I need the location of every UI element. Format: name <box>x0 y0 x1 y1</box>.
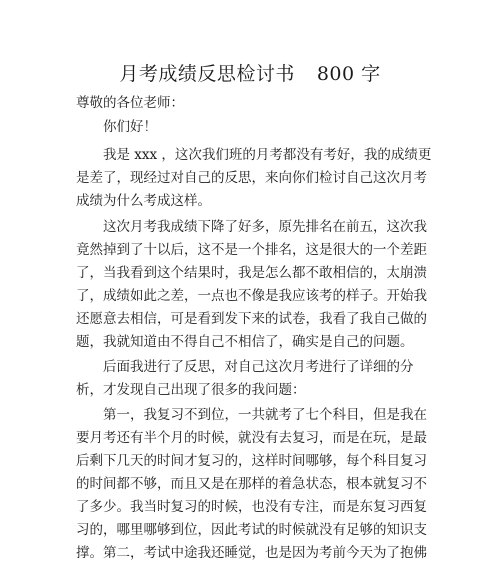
paragraph-line: 还愿意去相信，可是看到发下来的试卷，我看了我自己做的 <box>76 311 427 327</box>
paragraph-line: 析，才发现自己出现了很多的我问题： <box>76 382 306 398</box>
paragraph-line: 后剩下几天的时间才复习的，这样时间哪够，每个科目复习 <box>76 453 427 469</box>
paragraph-line: 撑。第二，考试中途我还睡觉，也是因为考前今天为了抱佛 <box>76 545 427 561</box>
title-word-count: 800 字 <box>316 63 381 85</box>
paragraph-line: 的时间都不够，而且又是在那样的着急状态，根本就复习不 <box>76 476 427 492</box>
document-title <box>0 62 500 86</box>
paragraph-line: 了，当我看到这个结果时，我是怎么都不敢相信的，太崩溃 <box>76 265 427 281</box>
paragraph-line: 成绩为什么考成这样。 <box>76 193 211 209</box>
title-main: 月考成绩反思检讨书 <box>119 63 295 85</box>
paragraph-line: 了多少。我当时复习的时候，也没有专注，而是东复习西复 <box>76 499 427 515</box>
paragraph-line: 这次月考我成绩下降了好多，原先排名在前五，这次我 <box>103 219 427 235</box>
paragraph-line: 了，成绩如此之差，一点也不像是我应该考的样子。开始我 <box>76 288 427 304</box>
paragraph-line: 竟然掉到了十以后，这不是一个排名，这是很大的一个差距 <box>76 242 427 258</box>
paragraph-line: 要月考还有半个月的时候，就没有去复习，而是在玩，是最 <box>76 430 427 446</box>
paragraph-line: 我是 xxx ，这次我们班的月考都没有考好，我的成绩更 <box>103 147 432 163</box>
paragraph-line: 习的，哪里哪够到位，因此考试的时候就没有足够的知识支 <box>76 522 427 538</box>
paragraph-line: 是差了，现经过对自己的反思，来向你们检讨自己这次月考 <box>76 170 427 186</box>
greeting: 你们好！ <box>103 119 157 135</box>
paragraph-line: 第一，我复习不到位，一共就考了七个科目，但是我在 <box>103 407 427 423</box>
paragraph-line: 题，我就知道由不得自己不相信了，确实是自己的问题。 <box>76 334 414 350</box>
paragraph-line: 后面我进行了反思，对自己这次月考进行了详细的分 <box>103 359 414 375</box>
salutation: 尊敬的各位老师： <box>76 95 184 111</box>
